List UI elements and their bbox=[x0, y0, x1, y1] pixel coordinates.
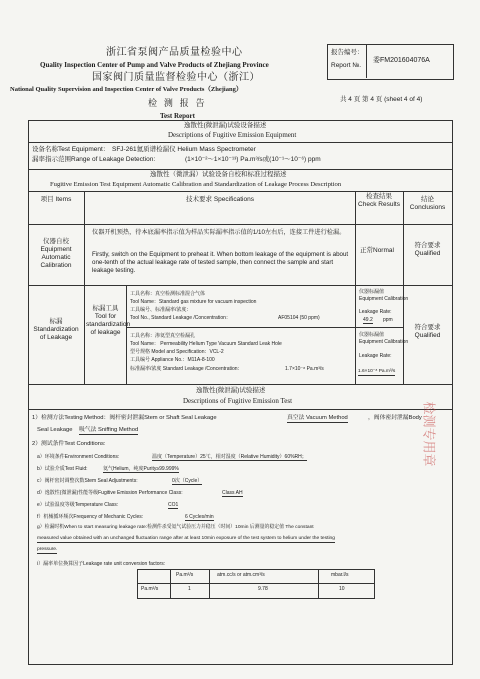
tool1-no-zh: 工具编号、标准漏率/浓度： bbox=[130, 307, 192, 313]
divider bbox=[28, 224, 452, 225]
col-header-conclusions: 结论 Conclusions bbox=[409, 196, 446, 212]
tool1-name-en: Tool Name：Standard gas mixture for vacuum inspection bbox=[130, 299, 257, 305]
conv-header-pa: Pa.m³/s bbox=[176, 572, 194, 578]
adjust-label: c）阀杆密封调整次数Stem Seal Adjustments: bbox=[37, 478, 138, 484]
col-line bbox=[126, 285, 127, 384]
conversion-label: i）漏率单位换算因子Leakage rate unit conversion factors: bbox=[37, 561, 166, 567]
divider bbox=[28, 384, 452, 385]
timing-line2: measured value obtained with an unchanged fluctuation range after at least 10min exposure of the test system to helium under the testing bbox=[37, 536, 335, 541]
row2-item: 标漏 Standardization of Leakage bbox=[33, 318, 79, 342]
col-header-specifications: 技术要求 Specifications bbox=[186, 196, 254, 203]
divider bbox=[126, 327, 403, 328]
tool1-name-zh: 工具名称：真空检测标准混合气体 bbox=[130, 291, 206, 297]
tool2-leakage-value: 1.7×10⁻⁸ Pa.m³/s bbox=[285, 366, 324, 372]
range-label: 漏率指示范围Range of Leakage Detection: bbox=[32, 156, 156, 163]
divider bbox=[28, 191, 452, 192]
check2b-l2: Equipment Calibration bbox=[359, 339, 409, 345]
divider bbox=[28, 169, 452, 170]
col-line bbox=[170, 569, 171, 598]
section1-title-en: Descriptions of Fugitive Emission Equipment bbox=[168, 131, 297, 139]
org-name-zh: 浙江省泵阀产品质量检验中心 bbox=[106, 47, 243, 58]
temp-class-label: e）试验温度等级Temperature Class: bbox=[37, 502, 119, 508]
report-title-zh: 检 测 报 告 bbox=[148, 99, 207, 109]
divider bbox=[28, 142, 452, 143]
tool2-leakage-label: 标准漏率/浓度 Standard Leakage /Concentration： bbox=[130, 366, 243, 372]
check2b-value: 1.6×10⁻⁸ Pa.m³/s bbox=[358, 369, 396, 374]
conv-value-atm: 9.78 bbox=[258, 586, 268, 592]
section2-title-zh: 逸散性（微泄漏）试验设备自校和标准过程描述 bbox=[150, 171, 287, 178]
env-value: 温度（Temperature）25℃，相对湿度（Relative Humidity）60%RH； bbox=[152, 454, 307, 460]
col-header-check-results: 检查结果 Check Results bbox=[358, 193, 400, 209]
fluid-label: b）试验介质Test Fluid: bbox=[37, 466, 88, 472]
fluid-value: 氦气Helium，纯度Purity≥99.999% bbox=[103, 466, 179, 472]
tool2-model: 型号规格 Model and Specification：VCL-2 bbox=[130, 349, 224, 355]
section3-title-en: Descriptions of Fugitive Emission Test bbox=[183, 397, 293, 405]
timing-line1: g）检漏时机When to start measuring leakage rate:检测件杀受氦气试验压力并稳压（时间）10min 后测量的稳定值 The constant bbox=[37, 525, 314, 530]
col-line bbox=[84, 191, 85, 384]
conv-value-mbar: 10 bbox=[339, 586, 345, 592]
check2a-l3: Leakage Rate: bbox=[359, 309, 392, 315]
report-title-en: Test Report bbox=[160, 112, 195, 120]
row2-tool-label: 标漏工具 Tool for standardization of leakage bbox=[86, 305, 131, 337]
conv-header-atm: atm.cc/s or atm.cm³/s bbox=[217, 572, 265, 578]
section2-title-en: Fugitive Emission Test Equipment Automatic Calibration and Standardization of Leakage Process Description bbox=[50, 181, 342, 188]
check2a-unit: ppm bbox=[383, 317, 393, 323]
check2a-l2: Equipment Calibration bbox=[359, 296, 409, 302]
conv-header-mbar: mbar.l/s bbox=[331, 572, 349, 578]
report-no-value: 委FM201604076A bbox=[373, 57, 430, 64]
check2a-value: 49.2 bbox=[363, 317, 373, 323]
row2-conclusion: 符合要求 Qualified bbox=[414, 324, 441, 340]
col-line bbox=[209, 569, 210, 598]
device-value: SFJ-261氦质谱检漏仪 Helium Mass Spectrometer bbox=[112, 146, 256, 153]
divider bbox=[137, 583, 374, 584]
temp-class-value: CO1 bbox=[168, 502, 179, 508]
section3-title-zh: 逸散性(微泄漏)试验描述 bbox=[196, 387, 266, 394]
freq-label: f）机械循环频次Frequency of Mechanic Cycles: bbox=[37, 514, 144, 520]
tool1-no-en: Tool No., Standard Leakage /Concentration： bbox=[130, 315, 231, 321]
col-line bbox=[318, 569, 319, 598]
row1-conclusion: 符合要求 Qualified bbox=[414, 242, 441, 258]
method-sniffing: 吸气法 Sniffing Method bbox=[79, 427, 139, 433]
org-name-en: Quality Inspection Center of Pump and Valve Products of Zhejiang Province bbox=[40, 61, 269, 69]
device-label: 设备名称Test Equipment： bbox=[32, 146, 110, 153]
row1-spec-en: Firstly, switch on the Equipment to preheat it. When bottom leakage of the equipment is about one-tenth of the actual leakage rate of tested sample, then connect the sample and start leakage testing. bbox=[92, 251, 349, 274]
inspection-stamp: 检测专用章 bbox=[420, 401, 436, 467]
check2a-l1: 仪器标漏值 bbox=[359, 289, 385, 295]
national-center-zh: 国家阀门质量监督检验中心（浙江） bbox=[92, 72, 260, 83]
freq-value: 6 Cycles/min bbox=[185, 514, 214, 520]
conditions-label: 2）测试条件Test Conditions: bbox=[32, 441, 106, 447]
conv-value-pa: 1 bbox=[188, 586, 191, 592]
timing-line3: pressure. bbox=[37, 547, 58, 552]
row1-spec-zh: 仪器开机预热，待本底漏率指示值为样品实际漏率指示值的1/10左右后，连接工件进行检漏。 bbox=[92, 229, 346, 236]
check2b-l1: 仪器标漏值 bbox=[359, 332, 385, 338]
conv-row-label: Pa.m³/s bbox=[141, 586, 159, 592]
class-value: Class AH bbox=[222, 490, 243, 496]
method-body: ，阀体密封泄漏Body bbox=[368, 415, 422, 421]
range-value: (1×10⁻²～1×10⁻¹³) Pa.m³/s或(10⁻¹～10⁻⁶) ppm bbox=[185, 156, 321, 163]
report-no-label-en: Report №. bbox=[331, 62, 362, 69]
col-line bbox=[403, 191, 404, 384]
page-info: 共 4 页 第 4 页 (sheet 4 of 4) bbox=[340, 96, 423, 103]
divider bbox=[28, 409, 452, 410]
method-vacuum: 真空法 Vacuum Method bbox=[287, 415, 348, 421]
env-label: a）环境条件Environment Conditions: bbox=[37, 454, 120, 460]
divider bbox=[28, 285, 452, 286]
report-no-label-zh: 报告编号： bbox=[331, 49, 364, 56]
tool2-no: 工具编号 Appliance No.：M11A-8-100 bbox=[130, 357, 215, 363]
adjust-value: 0次（Cycle） bbox=[172, 478, 203, 484]
row1-item: 仪器自校 Equipment Automatic Calibration bbox=[40, 238, 72, 270]
class-label: d）逸散性(微泄漏)性能等级Fugitive Emission Performance Class: bbox=[37, 490, 183, 496]
tool1-no-value: AF05104 (50 ppm) bbox=[278, 315, 320, 321]
tool2-name-en: Tool Name： Permeability Helium Type Vacuum Standard Leak Hole bbox=[130, 341, 282, 347]
row1-check: 正常Normal bbox=[360, 247, 394, 254]
section1-title-zh: 逸散性(微泄漏)试验设备描述 bbox=[184, 122, 267, 129]
col-line bbox=[355, 191, 356, 384]
method-label: 1）检测方法Testing Method：阀杆密封泄漏Stem or Shaft Seal Leakage bbox=[32, 415, 217, 421]
divider bbox=[366, 44, 367, 78]
national-center-en: National Quality Supervision and Inspection Center of Valve Products（Zhejiang） bbox=[10, 86, 243, 93]
method-seal-leakage: Seal Leakage bbox=[37, 427, 73, 433]
check2b-l3: Leakage Rate: bbox=[359, 353, 392, 359]
col-header-items: 项目 Items bbox=[40, 196, 72, 203]
tool2-name-zh: 工具名称：渗氦型真空检漏孔 bbox=[130, 333, 196, 339]
